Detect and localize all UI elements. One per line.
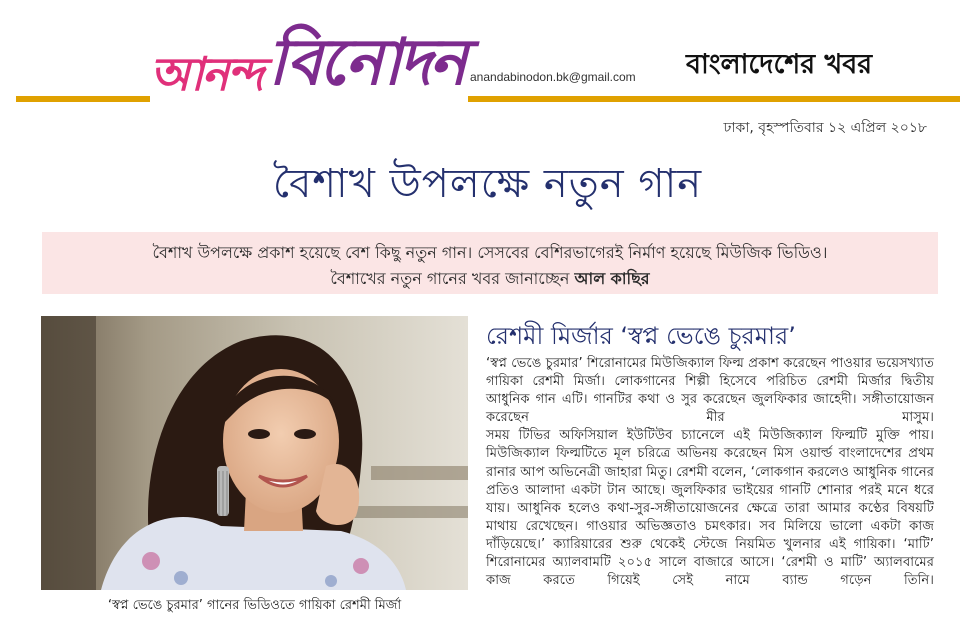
intro-author: আল কাছির — [574, 269, 650, 288]
portrait-illustration — [41, 316, 468, 590]
logo-ananda: আনন্দ — [150, 47, 263, 101]
masthead-rule-right — [468, 96, 960, 102]
article-paragraph-2: সময় টিভির অফিসিয়াল ইউটিউব চ্যানেলে এই মিউজিক্যাল ফিল্মটি মুক্তি পায়। মিউজিক্যাল ফিল্মটিতে মূল চরিত্রে অভিনয় করেছেন মিস ওয়ার্ল্ড বাংলাদেশের প্রথম রানার আপ অভিনেত্রী জাহারা মিতু। রেশমী বলেন, ‘লোকগান করলেও আধুনিক গানের প্রতিও আলাদা একটা টান আছে। জুলফিকার ভাইয়ের গানটি শোনার পরই মনে ধরে যায়। আধুনিক হলেও কথা-সুর-সঙ্গীতায়োজনের ক্ষেত্রে তারা আমার কণ্ঠের বিষয়টি মাথায় রেখেছেন। গাওয়ার অভিজ্ঞতাও চমৎকার। সব মিলিয়ে ভালো একটা কাজ দাঁড়িয়েছে।’ ক্যারিয়ারের শুরু থেকেই স্টেজে নিয়মিত খুলনার এই গায়িকা। ‘মাটি’ শিরোনামের অ্যালবামটি ২০১৫ সালে বাজারে আসে। ‘রেশমী ও মাটি’ অ্যালবামের কাজ করতে গিয়েই সেই নামে ব্যান্ড গড়েন তিনি। — [486, 428, 934, 589]
dateline: ঢাকা, বৃহস্পতিবার ১২ এপ্রিল ২০১৮ — [723, 120, 927, 136]
newspaper-name: বাংলাদেশের খবর — [686, 49, 873, 80]
masthead-rule-left — [16, 96, 150, 102]
article-body — [486, 355, 934, 590]
logo-binodon: বিনোদন — [268, 25, 465, 100]
article-photo — [41, 316, 468, 590]
page-headline: বৈশাখ উপলক্ষে নতুন গান — [272, 161, 703, 207]
intro-line-2-text: বৈশাখের নতুন গানের খবর জানাচ্ছেন — [330, 269, 570, 288]
intro-line-1: বৈশাখ উপলক্ষে প্রকাশ হয়েছে বেশ কিছু নতুন গান। সেসবের বেশিরভাগেরই নির্মাণ হয়েছে মিউজিক ভিডিও। — [152, 243, 828, 262]
photo-caption: ‘স্বপ্ন ভেঙে চুরমার’ গানের ভিডিওতে গায়িকা রেশমী মির্জা — [107, 598, 402, 613]
article-paragraph-1: ‘স্বপ্ন ভেঙে চুরমার’ শিরোনামের মিউজিক্যাল ফিল্ম প্রকাশ করেছেন পাওয়ার ভয়েসখ্যাত গায়িকা রেশমী মির্জা। লোকগানের শিল্পী হিসেবে পরিচিত রেশমী মির্জার দ্বিতীয় আধুনিক গান এটি। গানটির কথা ও সুর করেছেন জুলফিকার জাহেদী। সঙ্গীতায়োজন করেছেন মীর মাসুম। — [486, 356, 934, 426]
contact-email: anandabinodon.bk@gmail.com — [470, 70, 636, 84]
article-subhead: রেশমী মির্জার ‘স্বপ্ন ভেঙে চুরমার’ — [486, 322, 796, 350]
intro-line-2 — [42, 266, 938, 293]
